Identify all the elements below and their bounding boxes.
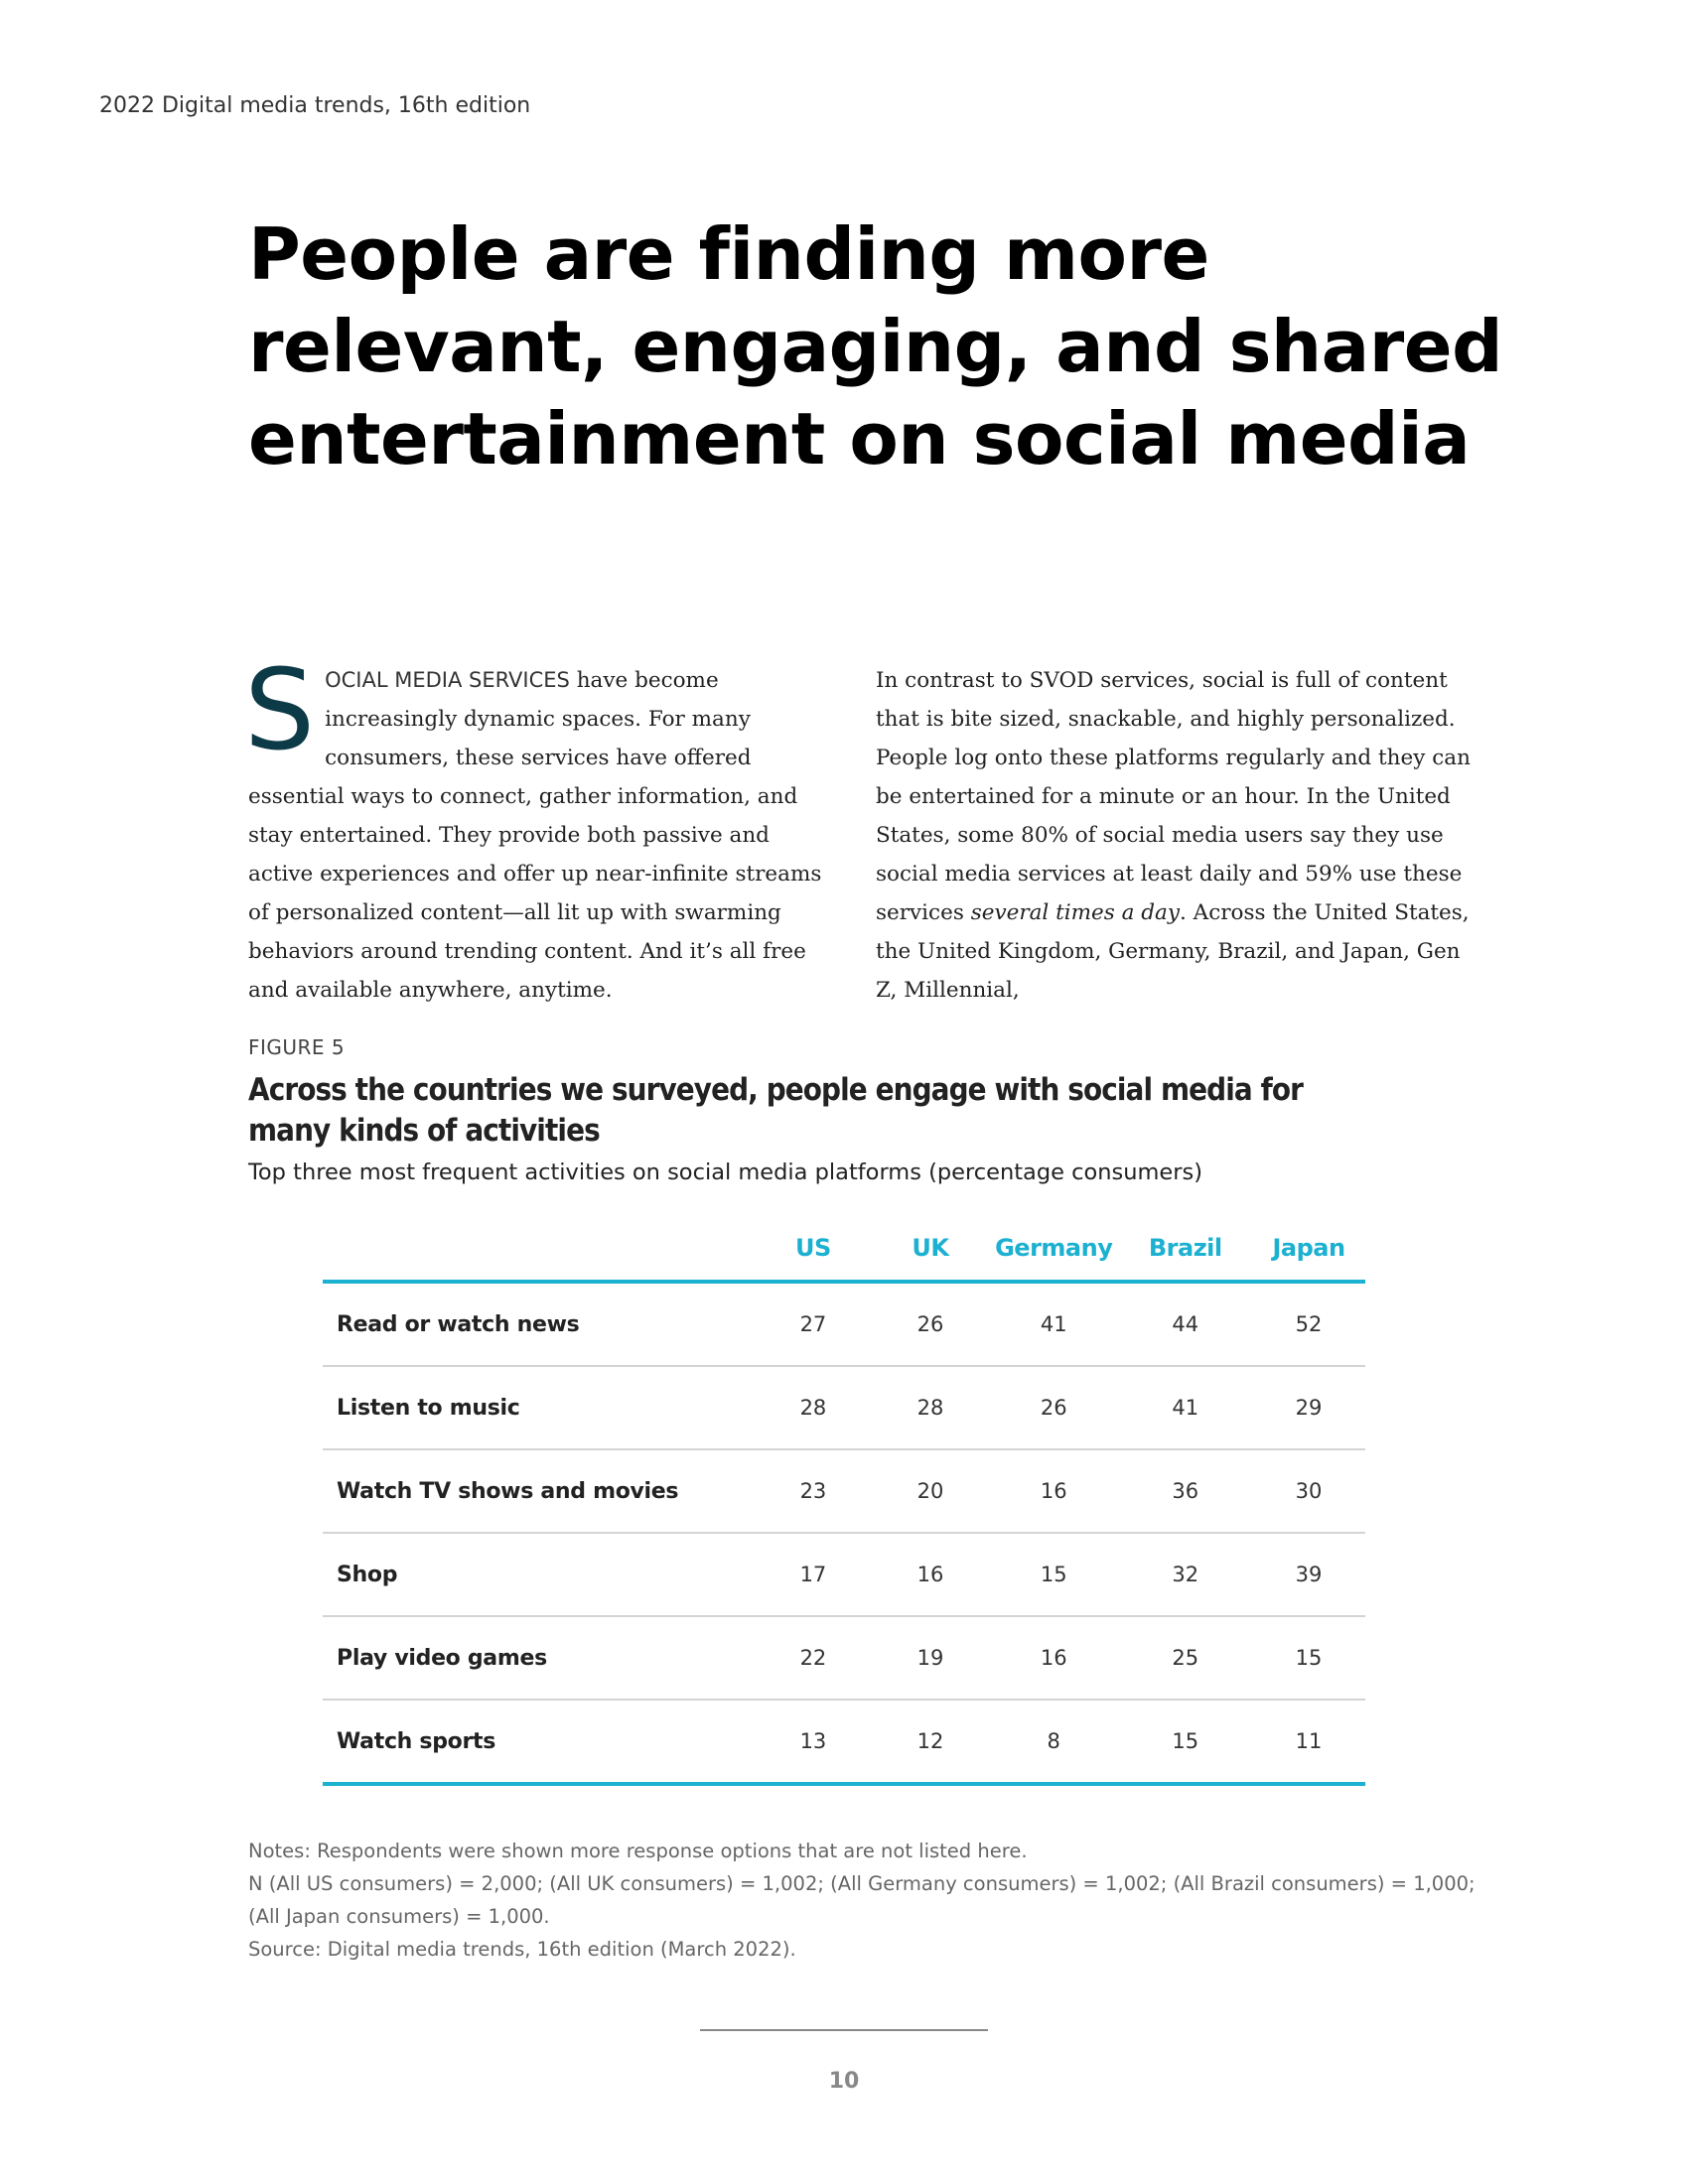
table-cell: 28 [872, 1366, 989, 1449]
table-cell: 27 [755, 1282, 872, 1366]
table-row [323, 1700, 1365, 1784]
table-cell: 15 [1118, 1700, 1252, 1784]
table-cell: 25 [1118, 1616, 1252, 1700]
row-label: Play video games [323, 1616, 755, 1700]
body-column-left [244, 646, 834, 1010]
table-cell: 15 [1252, 1616, 1365, 1700]
row-label: Listen to music [323, 1366, 755, 1449]
body-text-emphasis: several times a day [970, 900, 1181, 925]
table-cell: 12 [872, 1700, 989, 1784]
table-cell: 26 [872, 1282, 989, 1366]
row-label: Read or watch news [323, 1282, 755, 1366]
table-row [323, 1449, 1365, 1533]
table-cell: 41 [1118, 1366, 1252, 1449]
figure-notes [248, 1835, 1499, 1966]
row-label: Watch sports [323, 1700, 755, 1784]
column-header: Japan [1252, 1216, 1365, 1282]
body-column-right [876, 661, 1472, 1010]
column-header: Brazil [1118, 1216, 1252, 1282]
table-cell: 28 [755, 1366, 872, 1449]
table-cell: 32 [1118, 1533, 1252, 1616]
table-cell: 39 [1252, 1533, 1365, 1616]
table-cell: 17 [755, 1533, 872, 1616]
table-cell: 13 [755, 1700, 872, 1784]
column-header: UK [872, 1216, 989, 1282]
row-label: Shop [323, 1533, 755, 1616]
page-title: People are finding more relevant, engaging, and shared entertainment on social media [248, 212, 1503, 480]
figure-title: Across the countries we surveyed, people engage with social media for many kinds of activities [248, 1072, 1303, 1149]
table-cell: 19 [872, 1616, 989, 1700]
table-header-activity [323, 1216, 755, 1282]
table-cell: 16 [872, 1533, 989, 1616]
table-row [323, 1533, 1365, 1616]
notes-text: Notes: Respondents were shown more response options that are not listed here. [248, 1840, 1028, 1862]
table-cell: 11 [1252, 1700, 1365, 1784]
table-cell: 52 [1252, 1282, 1365, 1366]
row-label: Watch TV shows and movies [323, 1449, 755, 1533]
table-cell: 44 [1118, 1282, 1252, 1366]
table-cell: 15 [989, 1533, 1118, 1616]
table-cell: 20 [872, 1449, 989, 1533]
running-header: 2022 Digital media trends, 16th edition [99, 93, 531, 118]
table-cell: 29 [1252, 1366, 1365, 1449]
figure-subtitle: Top three most frequent activities on social media platforms (percentage consumers) [248, 1160, 1203, 1185]
sample-size-line-1: N (All US consumers) = 2,000; (All UK consumers) = 1,002; (All Germany consumers) = 1,002; (All Brazil consumers) = 1,000; [248, 1872, 1476, 1895]
table-cell: 8 [989, 1700, 1118, 1784]
table-row [323, 1366, 1365, 1449]
column-header: Germany [989, 1216, 1118, 1282]
activities-table [323, 1216, 1365, 1786]
lead-caps: OCIAL MEDIA SERVICES [325, 668, 570, 692]
table-row [323, 1282, 1365, 1366]
dropcap: S [244, 646, 316, 775]
table-cell: 26 [989, 1366, 1118, 1449]
table-cell: 41 [989, 1282, 1118, 1366]
body-text-right-end: . Across the United States, the United Kingdom, Germany, Brazil, and Japan, Gen Z, Millennial, [876, 900, 1470, 1003]
footer-divider [700, 2029, 988, 2031]
body-text-right-start: In contrast to SVOD services, social is full of content that is bite sized, snackable, and highly personalized. People log onto these platforms regularly and they can be entertained for a minute or an hour. In the United States, some 80% of social media users say they use social media services at least daily and 59% use these services [876, 668, 1471, 925]
table-cell: 16 [989, 1449, 1118, 1533]
figure-label: FIGURE 5 [248, 1035, 346, 1059]
table-cell: 22 [755, 1616, 872, 1700]
sample-size-line-2: (All Japan consumers) = 1,000. [248, 1905, 550, 1928]
table-cell: 23 [755, 1449, 872, 1533]
page-number: 10 [828, 2069, 860, 2094]
table-row [323, 1616, 1365, 1700]
body-text-left: have become increasingly dynamic spaces. For many consumers, these services have offered essential ways to connect, gather information, and stay entertained. They provide both passive and active experiences and offer up near-infinite streams of personalized content—all lit up with swarming behaviors around trending content. And it’s all free and available anywhere, anytime. [248, 668, 822, 1003]
table-cell: 36 [1118, 1449, 1252, 1533]
table-cell: 30 [1252, 1449, 1365, 1533]
column-header: US [755, 1216, 872, 1282]
source-text: Source: Digital media trends, 16th edition (March 2022). [248, 1938, 796, 1961]
table-cell: 16 [989, 1616, 1118, 1700]
table-header-row [323, 1216, 1365, 1282]
